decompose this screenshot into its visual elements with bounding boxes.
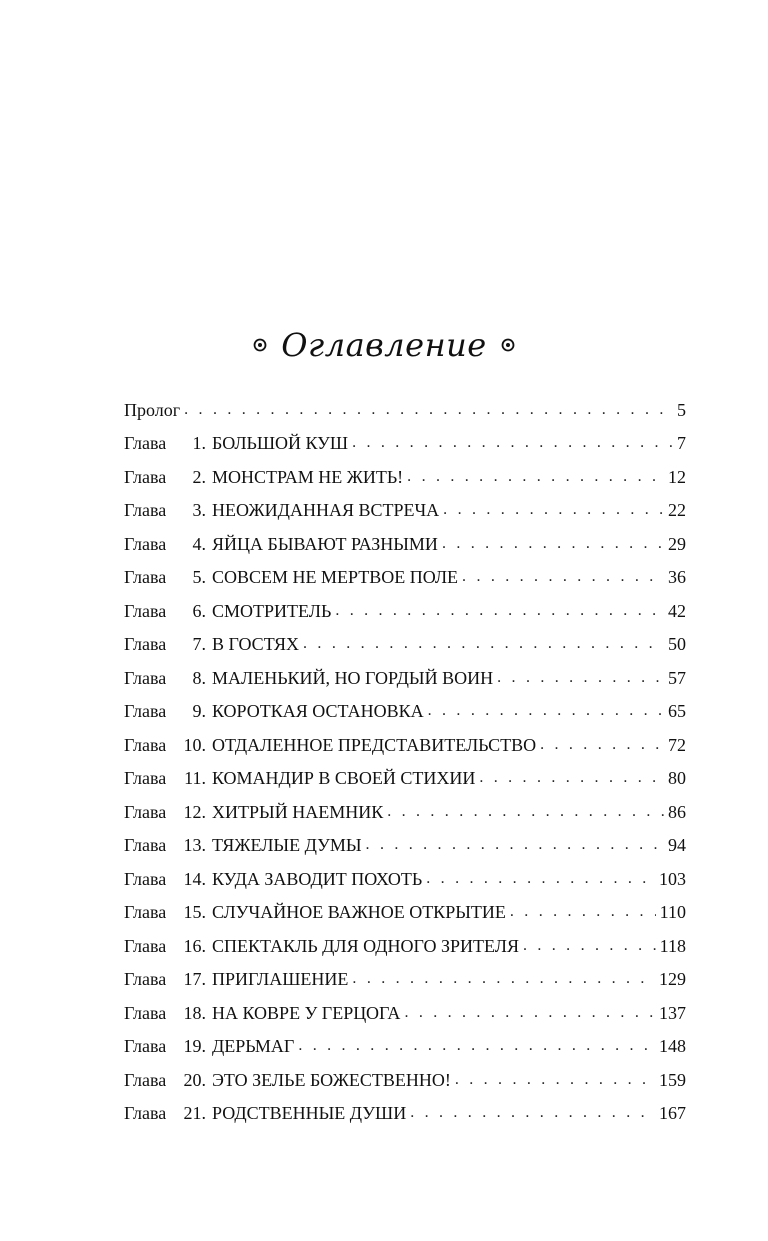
dot-leader bbox=[387, 801, 664, 823]
entry-page: 129 bbox=[659, 969, 686, 990]
entry-label: Глава bbox=[124, 533, 167, 554]
entry-number: 10. bbox=[183, 734, 206, 755]
dot-leader bbox=[426, 868, 655, 890]
toc-entry-chapter[interactable] bbox=[124, 963, 686, 997]
entry-title: Пролог bbox=[124, 399, 181, 420]
ornament-left-icon bbox=[253, 338, 267, 352]
entry-title: ДЕРЬМАГ bbox=[212, 1036, 295, 1057]
entry-number: 4. bbox=[192, 533, 206, 554]
entry-title: СПЕКТАКЛЬ ДЛЯ ОДНОГО ЗРИТЕЛЯ bbox=[212, 935, 519, 956]
entry-page: 159 bbox=[659, 1069, 686, 1090]
entry-page: 65 bbox=[668, 701, 686, 722]
dot-leader bbox=[407, 466, 664, 488]
entry-title: МАЛЕНЬКИЙ, НО ГОРДЫЙ ВОИН bbox=[212, 667, 494, 688]
dot-leader bbox=[462, 566, 664, 588]
toc-entry-chapter[interactable] bbox=[124, 829, 686, 863]
toc-entry-prologue[interactable] bbox=[124, 393, 686, 427]
ornament-right-icon bbox=[501, 338, 515, 352]
dot-leader bbox=[404, 1002, 655, 1024]
entry-page: 80 bbox=[668, 768, 686, 789]
toc-entry-chapter[interactable] bbox=[124, 1097, 686, 1131]
toc-entry-chapter[interactable] bbox=[124, 762, 686, 796]
entry-number: 12. bbox=[183, 801, 206, 822]
entry-title: ЭТО ЗЕЛЬЕ БОЖЕСТВЕННО! bbox=[212, 1069, 451, 1090]
entry-label: Глава bbox=[124, 600, 167, 621]
entry-page: 103 bbox=[659, 868, 686, 889]
toc-entry-chapter[interactable] bbox=[124, 728, 686, 762]
toc-entry-chapter[interactable] bbox=[124, 996, 686, 1030]
entry-page: 50 bbox=[668, 634, 686, 655]
toc-entry-chapter[interactable] bbox=[124, 862, 686, 896]
entry-page: 72 bbox=[668, 734, 686, 755]
dot-leader bbox=[428, 700, 664, 722]
dot-leader bbox=[184, 399, 673, 421]
entry-label: Глава bbox=[124, 835, 167, 856]
dot-leader bbox=[455, 1069, 655, 1091]
page-title: Оглавление bbox=[281, 326, 487, 364]
toc-entry-chapter[interactable] bbox=[124, 561, 686, 595]
entry-label: Глава bbox=[124, 1103, 167, 1124]
toc-entry-chapter[interactable] bbox=[124, 1063, 686, 1097]
dot-leader bbox=[540, 734, 664, 756]
entry-number: 9. bbox=[192, 701, 206, 722]
toc-entry-chapter[interactable] bbox=[124, 661, 686, 695]
dot-leader bbox=[497, 667, 664, 689]
entry-label: Глава bbox=[124, 466, 167, 487]
entry-title: СЛУЧАЙНОЕ ВАЖНОЕ ОТКРЫТИЕ bbox=[212, 902, 506, 923]
entry-label: Глава bbox=[124, 902, 167, 923]
entry-page: 42 bbox=[668, 600, 686, 621]
entry-number: 5. bbox=[192, 567, 206, 588]
entry-title: ТЯЖЕЛЫЕ ДУМЫ bbox=[212, 835, 362, 856]
entry-number: 1. bbox=[192, 433, 206, 454]
toc-entry-chapter[interactable] bbox=[124, 1030, 686, 1064]
dot-leader bbox=[352, 432, 673, 454]
entry-title: КОРОТКАЯ ОСТАНОВКА bbox=[212, 701, 424, 722]
entry-label: Глава bbox=[124, 801, 167, 822]
entry-number: 7. bbox=[192, 634, 206, 655]
entry-title: ПРИГЛАШЕНИЕ bbox=[212, 969, 349, 990]
entry-number: 3. bbox=[192, 500, 206, 521]
entry-number: 21. bbox=[183, 1103, 206, 1124]
entry-page: 57 bbox=[668, 667, 686, 688]
toc-entry-chapter[interactable] bbox=[124, 494, 686, 528]
entry-label: Глава bbox=[124, 500, 167, 521]
dot-leader bbox=[303, 633, 664, 655]
toc-entry-chapter[interactable] bbox=[124, 896, 686, 930]
toc-entry-chapter[interactable] bbox=[124, 795, 686, 829]
toc-entry-chapter[interactable] bbox=[124, 695, 686, 729]
entry-number: 6. bbox=[192, 600, 206, 621]
entry-title: МОНСТРАМ НЕ ЖИТЬ! bbox=[212, 466, 404, 487]
entry-number: 8. bbox=[192, 667, 206, 688]
toc-entry-chapter[interactable] bbox=[124, 594, 686, 628]
entry-label: Глава bbox=[124, 433, 167, 454]
entry-title: ХИТРЫЙ НАЕМНИК bbox=[212, 801, 384, 822]
toc-entry-chapter[interactable] bbox=[124, 929, 686, 963]
entry-number: 18. bbox=[183, 1002, 206, 1023]
entry-page: 86 bbox=[668, 801, 686, 822]
entry-label: Глава bbox=[124, 969, 167, 990]
entry-title: РОДСТВЕННЫЕ ДУШИ bbox=[212, 1103, 407, 1124]
entry-title: В ГОСТЯХ bbox=[212, 634, 300, 655]
entry-page: 36 bbox=[668, 567, 686, 588]
dot-leader bbox=[335, 600, 664, 622]
entry-title: ОТДАЛЕННОЕ ПРЕДСТАВИТЕЛЬСТВО bbox=[212, 734, 537, 755]
entry-title: НЕОЖИДАННАЯ ВСТРЕЧА bbox=[212, 500, 440, 521]
dot-leader bbox=[366, 834, 664, 856]
entry-title: БОЛЬШОЙ КУШ bbox=[212, 433, 349, 454]
entry-title: КУДА ЗАВОДИТ ПОХОТЬ bbox=[212, 868, 423, 889]
toc-entry-chapter[interactable] bbox=[124, 628, 686, 662]
entry-label: Глава bbox=[124, 768, 167, 789]
entry-title: СМОТРИТЕЛЬ bbox=[212, 600, 332, 621]
entry-page: 148 bbox=[659, 1036, 686, 1057]
entry-page: 7 bbox=[677, 433, 686, 454]
entry-label: Глава bbox=[124, 1036, 167, 1057]
entry-page: 118 bbox=[659, 935, 686, 956]
dot-leader bbox=[523, 935, 656, 957]
entry-number: 20. bbox=[183, 1069, 206, 1090]
dot-leader bbox=[298, 1035, 655, 1057]
entry-label: Глава bbox=[124, 634, 167, 655]
entry-page: 5 bbox=[677, 399, 686, 420]
entry-label: Глава bbox=[124, 734, 167, 755]
toc-entry-chapter[interactable] bbox=[124, 460, 686, 494]
entry-page: 12 bbox=[668, 466, 686, 487]
entry-number: 13. bbox=[183, 835, 206, 856]
dot-leader bbox=[410, 1102, 655, 1124]
entry-label: Глава bbox=[124, 567, 167, 588]
dot-leader bbox=[443, 499, 664, 521]
entry-label: Глава bbox=[124, 1002, 167, 1023]
entry-number: 11. bbox=[184, 768, 206, 789]
entry-title: КОМАНДИР В СВОЕЙ СТИХИИ bbox=[212, 768, 476, 789]
entry-title: СОВСЕМ НЕ МЕРТВОЕ ПОЛЕ bbox=[212, 567, 459, 588]
dot-leader bbox=[352, 968, 655, 990]
entry-page: 22 bbox=[668, 500, 686, 521]
toc-entry-chapter[interactable] bbox=[124, 427, 686, 461]
entry-number: 2. bbox=[192, 466, 206, 487]
entry-number: 15. bbox=[183, 902, 206, 923]
table-of-contents bbox=[124, 393, 686, 1130]
dot-leader bbox=[479, 767, 664, 789]
entry-label: Глава bbox=[124, 667, 167, 688]
entry-number: 16. bbox=[183, 935, 206, 956]
dot-leader bbox=[510, 901, 656, 923]
entry-page: 94 bbox=[668, 835, 686, 856]
entry-number: 19. bbox=[183, 1036, 206, 1057]
entry-title: НА КОВРЕ У ГЕРЦОГА bbox=[212, 1002, 401, 1023]
entry-number: 17. bbox=[183, 969, 206, 990]
entry-label: Глава bbox=[124, 701, 167, 722]
entry-page: 110 bbox=[659, 902, 686, 923]
entry-label: Глава bbox=[124, 935, 167, 956]
entry-label: Глава bbox=[124, 868, 167, 889]
chapter-list bbox=[124, 427, 686, 1131]
entry-title: ЯЙЦА БЫВАЮТ РАЗНЫМИ bbox=[212, 533, 438, 554]
toc-heading bbox=[0, 326, 768, 364]
dot-leader bbox=[442, 533, 664, 555]
toc-entry-chapter[interactable] bbox=[124, 527, 686, 561]
entry-page: 137 bbox=[659, 1002, 686, 1023]
entry-label: Глава bbox=[124, 1069, 167, 1090]
entry-page: 29 bbox=[668, 533, 686, 554]
entry-page: 167 bbox=[659, 1103, 686, 1124]
entry-number: 14. bbox=[183, 868, 206, 889]
